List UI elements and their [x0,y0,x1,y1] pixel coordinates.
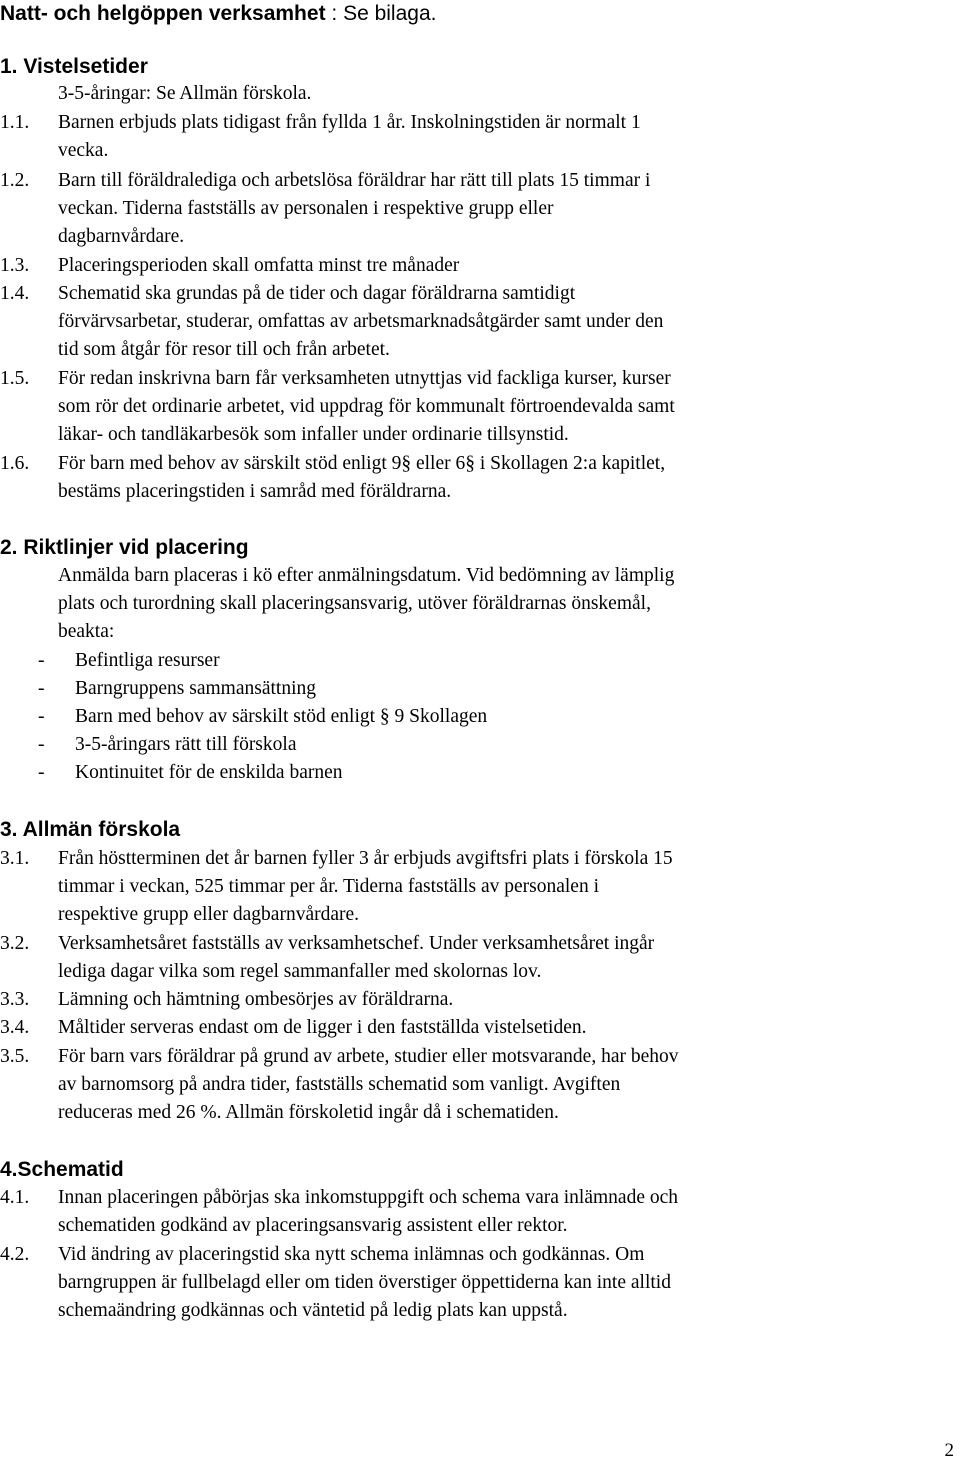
section-2-heading: 2. Riktlinjer vid placering [0,536,249,559]
intro-label: Natt- och helgöppen verksamhet [0,2,326,25]
section-4-heading: 4.Schematid [0,1158,124,1181]
section-3-heading: 3. Allmän förskola [0,818,181,841]
intro-line [0,0,436,28]
intro-rest: : Se bilaga. [325,2,437,25]
page-number: 2 [944,1440,954,1461]
document-page: Natt- och helgöppen verksamhet : Se bilaga. 1. Vistelsetider 3-5-åringar: Se Allmän förskola. 1.1. Barnen erbjuds plats tidigast från fyllda 1 år. Inskolningstiden är normalt 1 vecka. 1.2. Barn till föräldralediga och arbetslösa föräldrar har rätt till plats 15 timmar i veckan. Tiderna fastställs av personalen i respektive grupp eller dagbarnvårdare. 1.3. Placeringsperioden skall omfatta minst tre månader 1.4. Schematid ska grundas på de tider och dagar föräldrarna samtidigt förvärvsarbetar, studerar, omfattas av arbetsmarknadsåtgärder samt under den tid som åtgår för resor till och från arbetet. 1.5. För redan inskrivna barn får verksamheten utnyttjas vid fackliga kurser, kurser som rör det ordinarie arbetet, vid uppdrag för kommunalt förtroendevalda samt läkar- och tandläkarbesök som infaller under ordinarie tillsynstid. 1.6. För barn med behov av särskilt stöd enligt 9§ eller 6§ i Skollagen 2:a kapitlet, bestäms placeringstiden i samråd med föräldrarna. 2. Riktlinjer vid placering Anmälda barn placeras i kö efter anmälningsdatum. Vid bedömning av lämplig plats och turordning skall placeringsansvarig, utöver föräldrarnas önskemål, beakta: - Befintliga resurser - Barngruppens sammansättning - Barn med behov av särskilt stöd enligt § 9 Skollagen - 3-5-åringars rätt till förskola - Kontinuitet för de enskilda barnen 3. Allmän förskola 3.1. Från höstterminen det år barnen fyller 3 år erbjuds avgiftsfri plats i förskola 15 timmar i veckan, 525 timmar per år. Tiderna fastställs av personalen i respektive grupp eller dagbarnvårdare. 3.2. Verksamhetsåret fastställs av verksamhetschef. Under verksamhetsåret ingår lediga dagar vilka som regel sammanfaller med skolornas lov. 3.3. Lämning och hämtning ombesörjes av föräldrarna. 3.4. Måltider serveras endast om de ligger i den fastställda vistelsetiden. 3.5. För barn vars föräldrar på grund av arbete, studier eller motsvarande, har behov av barnomsorg på andra tider, fastställs schematid som vanligt. Avgiften reduceras med 26 %. Allmän förskoletid ingår då i schematiden. 4.Schematid 4.1. Innan placeringen påbörjas ska inkomstuppgift och schema vara inlämnade och schematiden godkänd av placeringsansvarig assistent eller rektor. 4.2. Vid ändring av placeringstid ska nytt schema inlämnas och godkännas. Om barngruppen är fullbelagd eller om tiden överstiger öppettiderna kan inte alltid schemaändring godkännas och väntetid på ledig plats kan uppstå. 2 [0,2,954,1461]
section-1-heading: 1. Vistelsetider [0,55,148,78]
